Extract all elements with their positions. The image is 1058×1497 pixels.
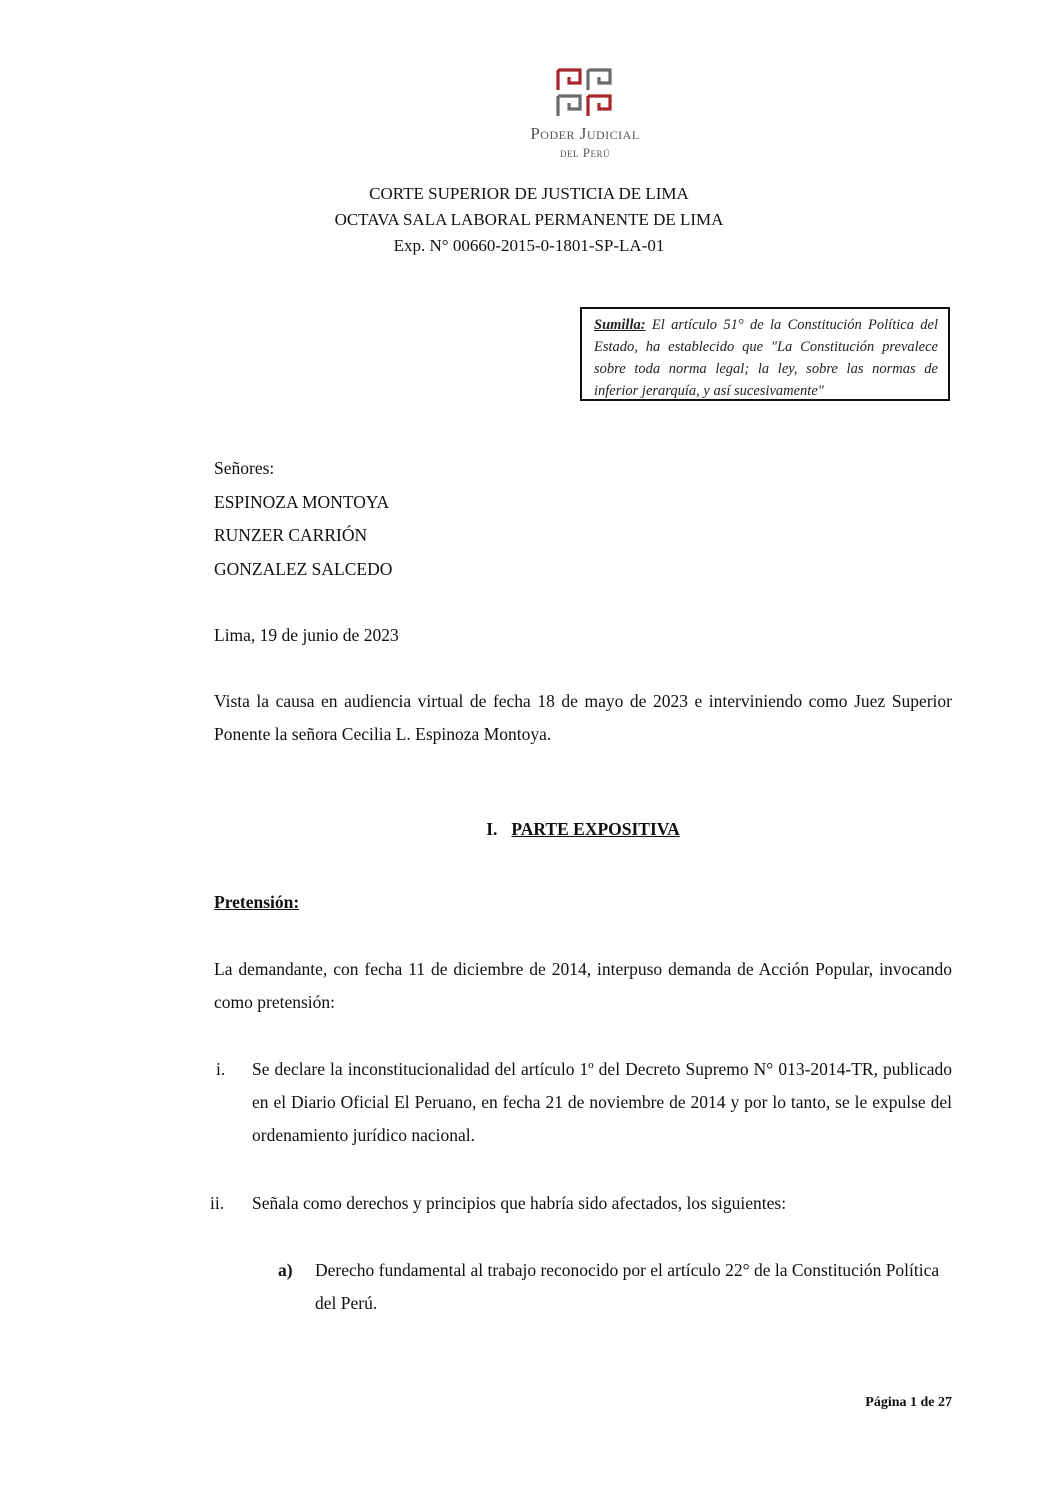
subitem-marker: a) xyxy=(278,1260,293,1280)
date-line: Lima, 19 de junio de 2023 xyxy=(214,625,399,645)
pretension-heading: Pretensión: xyxy=(214,892,300,912)
judge-name: GONZALEZ SALCEDO xyxy=(214,558,393,579)
sumilla-text: El artículo 51° de la Constitución Política del Estado, ha establecido que "La Constitución prevalece sobre toda norma legal; la ley, sobre las normas de inferior jerarquía, y así sucesivamente" xyxy=(594,317,938,399)
section-title: PARTE EXPOSITIVA xyxy=(511,819,680,839)
list-item-marker: ii. xyxy=(210,1193,225,1213)
demand-intro-paragraph: La demandante, con fecha 11 de diciembre de 2014, interpuso demanda de Acción Popular, invocando como pretensión: xyxy=(214,959,952,1012)
subitem-text: Derecho fundamental al trabajo reconocido por el artículo 22° de la Constitución Política del Perú. xyxy=(315,1260,940,1313)
court-name: CORTE SUPERIOR DE JUSTICIA DE LIMA xyxy=(369,184,689,203)
list-item-text: Señala como derechos y principios que habría sido afectados, los siguientes: xyxy=(252,1193,787,1213)
page-number: Página 1 de 27 xyxy=(865,1395,952,1410)
section-heading xyxy=(214,819,952,840)
chamber-name: OCTAVA SALA LABORAL PERMANENTE DE LIMA xyxy=(334,210,724,229)
logo-line-2: del Perú xyxy=(560,145,610,160)
logo-line-1: Poder Judicial xyxy=(530,124,640,143)
poder-judicial-logo-icon xyxy=(554,66,616,118)
judges-block xyxy=(214,452,392,586)
judge-name: RUNZER CARRIÓN xyxy=(214,525,368,545)
vista-paragraph: Vista la causa en audiencia virtual de fecha 18 de mayo de 2023 e interviniendo como Juez Superior Ponente la señora Cecilia L. Espinoza Montoya. xyxy=(214,691,952,744)
sumilla-label: Sumilla: xyxy=(594,317,646,333)
list-item-text: Se declare la inconstitucionalidad del artículo 1º del Decreto Supremo N° 013-2014-TR, publicado en el Diario Oficial El Peruano, en fecha 21 de noviembre de 2014 y por lo tanto, se le expulse del ordenamiento jurídico nacional. xyxy=(252,1059,952,1145)
logo-text xyxy=(500,124,670,161)
sumilla-box xyxy=(580,307,950,401)
file-number: Exp. N° 00660-2015-0-1801-SP-LA-01 xyxy=(393,236,665,255)
document-header xyxy=(200,181,858,259)
section-number: I. xyxy=(486,819,498,839)
judges-heading: Señores: xyxy=(214,458,275,478)
list-item-marker: i. xyxy=(216,1059,226,1079)
judge-name: ESPINOZA MONTOYA xyxy=(214,491,390,512)
